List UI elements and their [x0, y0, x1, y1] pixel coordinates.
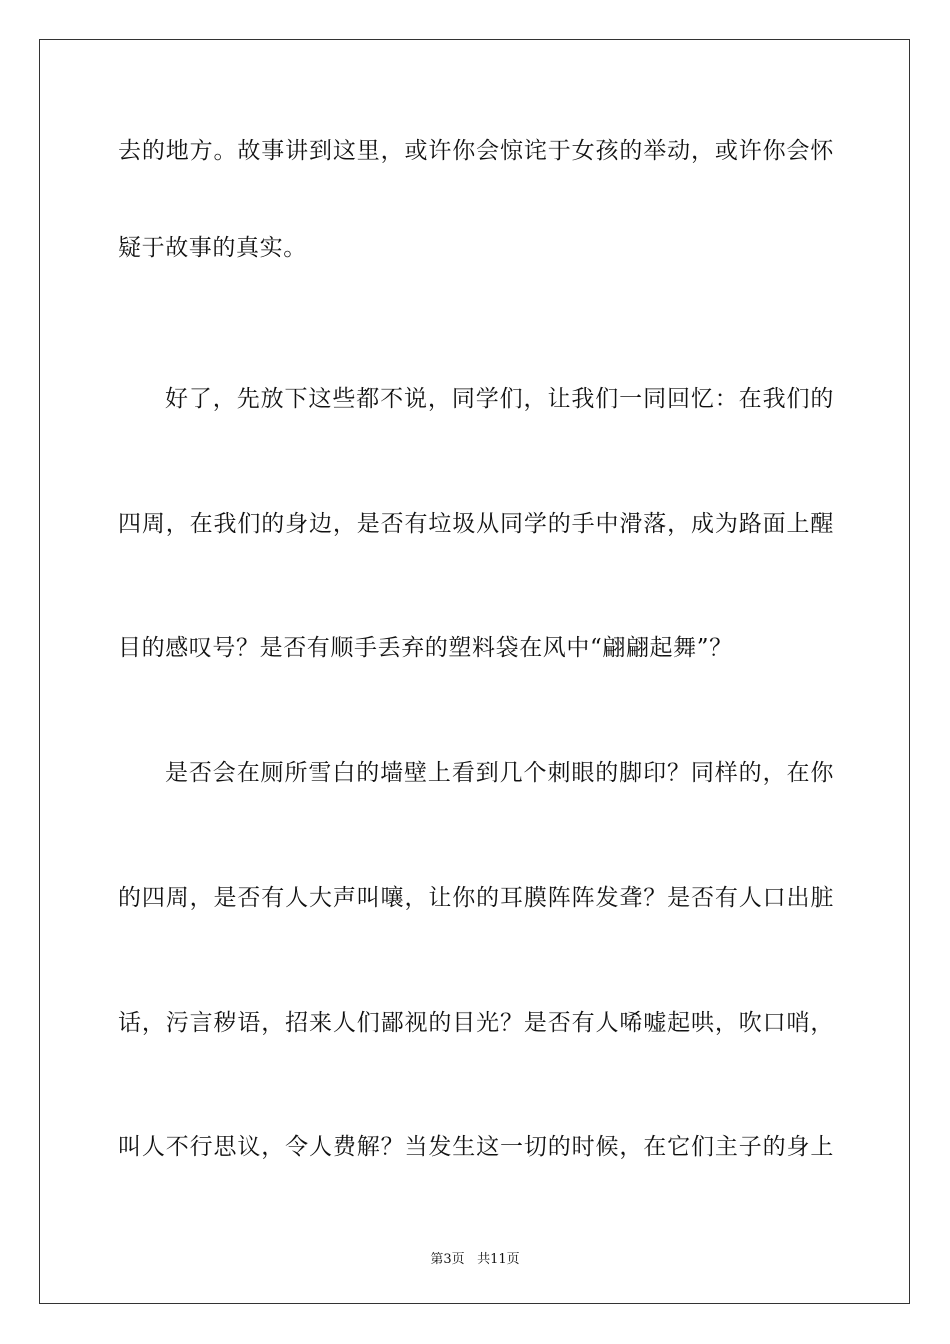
page-total: 共11页	[477, 1252, 520, 1267]
page-number: 第3页	[430, 1252, 465, 1267]
text-line-8: 话，污言秽语，招来人们鄙视的目光？是否有人唏嘘起哄，吹口哨，	[118, 1010, 834, 1036]
text-line-2: 疑于故事的真实。	[118, 235, 307, 261]
text-line-7: 的四周，是否有人大声叫嚷，让你的耳膜阵阵发聋？是否有人口出脏	[118, 885, 834, 911]
text-line-6: 是否会在厕所雪白的墙壁上看到几个刺眼的脚印？同样的，在你	[165, 760, 834, 786]
text-line-5: 目的感叹号？是否有顺手丢弃的塑料袋在风中“翩翩起舞”？	[118, 635, 733, 661]
text-line-1: 去的地方。故事讲到这里，或许你会惊诧于女孩的举动，或许你会怀	[118, 138, 834, 164]
text-line-9: 叫人不行思议，令人费解？当发生这一切的时候，在它们主子的身上	[118, 1134, 834, 1160]
text-line-4: 四周，在我们的身边，是否有垃圾从同学的手中滑落，成为路面上醒	[118, 511, 834, 537]
page-footer	[0, 1248, 950, 1267]
text-line-3: 好了，先放下这些都不说，同学们，让我们一同回忆：在我们的	[165, 386, 834, 412]
page-frame	[39, 39, 910, 1304]
